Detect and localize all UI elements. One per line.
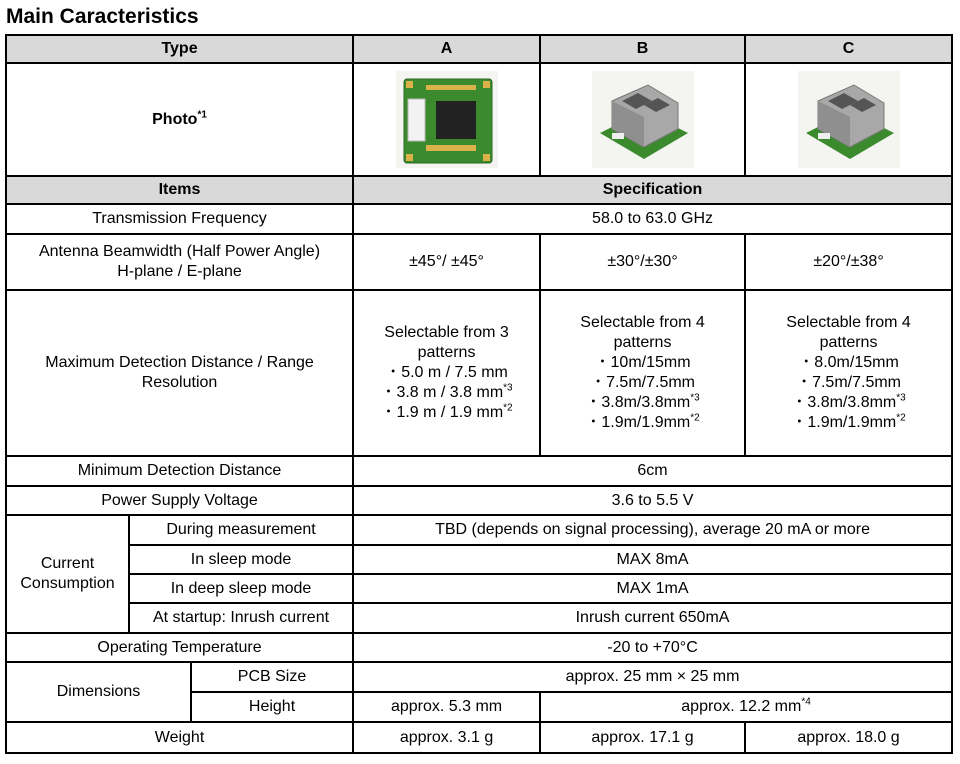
photo-row	[6, 63, 952, 176]
detection-c-heading-cont: patterns	[819, 334, 878, 351]
operating-temp-row	[6, 633, 952, 662]
photo-c-cell	[745, 63, 952, 176]
weight-row	[6, 722, 952, 753]
detection-a-cell	[353, 290, 540, 456]
height-bc: approx. 12.2 mm	[681, 698, 802, 715]
metal-lens-module-b-image	[592, 71, 694, 168]
operating-temp-label: Operating Temperature	[6, 633, 353, 662]
pcb-size-row	[6, 662, 952, 692]
detection-row	[6, 290, 952, 456]
photo-label-cell	[6, 63, 353, 176]
page-title: Main Caracteristics	[6, 5, 199, 28]
items-header: Items	[6, 176, 353, 204]
metal-lens-module-c-image	[798, 71, 900, 168]
beamwidth-b: ±30°/±30°	[540, 234, 745, 290]
type-a-header: A	[353, 35, 540, 63]
current-group-cell	[6, 515, 129, 633]
pcb-size-label: PCB Size	[191, 662, 353, 692]
detection-b-cell	[540, 290, 745, 456]
list-item: ・ $1.9m/1.9mm^{*2}$	[545, 413, 740, 433]
photo-b-cell	[540, 63, 745, 176]
beamwidth-c: ±20°/±38°	[745, 234, 952, 290]
spec-table	[5, 34, 953, 754]
height-footnote: *4	[801, 696, 811, 708]
min-detection-row	[6, 456, 952, 486]
current-measurement-row	[6, 515, 952, 545]
list-item: ・ $1.9m/1.9mm^{*2}$	[750, 413, 947, 433]
power-supply-value: 3.6 to 5.5 V	[353, 486, 952, 515]
power-supply-label: Power Supply Voltage	[6, 486, 353, 515]
height-label: Height	[191, 692, 353, 722]
photo-footnote: *1	[197, 109, 207, 121]
list-item: ・ 8.0m/15mm	[750, 353, 947, 373]
startup-value: Inrush current 650mA	[353, 603, 952, 633]
height-a: approx. 5.3 mm	[353, 692, 540, 722]
list-item: ・ 7.5m/7.5mm	[545, 373, 740, 393]
detection-c-heading: Selectable from 4	[786, 314, 911, 331]
photo-a-cell	[353, 63, 540, 176]
transmission-label: Transmission Frequency	[6, 204, 353, 234]
detection-c-cell	[745, 290, 952, 456]
type-header: Type	[6, 35, 353, 63]
beamwidth-sublabel: H-plane / E-plane	[117, 263, 242, 280]
min-detection-label: Minimum Detection Distance	[6, 456, 353, 486]
list-item: ・ 10m/15mm	[545, 353, 740, 373]
current-group-sublabel: Consumption	[20, 575, 115, 592]
pcb-module-a-image	[396, 71, 498, 168]
current-group-label: Current	[40, 555, 95, 572]
weight-a: approx. 3.1 g	[353, 722, 540, 753]
detection-label: Maximum Detection Distance / Range	[45, 354, 314, 371]
transmission-value: 58.0 to 63.0 GHz	[353, 204, 952, 234]
weight-label: Weight	[6, 722, 353, 753]
power-supply-row	[6, 486, 952, 515]
measurement-value: TBD (depends on signal processing), average 20 mA or more	[353, 515, 952, 545]
list-item: ・ 7.5m/7.5mm	[750, 373, 947, 393]
operating-temp-value: -20 to +70°C	[353, 633, 952, 662]
detection-b-heading-cont: patterns	[613, 334, 672, 351]
dimensions-group-label: Dimensions	[6, 662, 191, 722]
min-detection-value: 6cm	[353, 456, 952, 486]
sleep-label: In sleep mode	[129, 545, 353, 574]
list-item: ・ 5.0 m / 7.5 mm	[358, 363, 535, 383]
detection-sublabel: Resolution	[141, 374, 218, 391]
type-b-header: B	[540, 35, 745, 63]
photo-label: Photo	[152, 110, 198, 128]
beamwidth-label-cell	[6, 234, 353, 290]
detection-a-heading-cont: patterns	[417, 344, 476, 361]
sleep-value: MAX 8mA	[353, 545, 952, 574]
startup-label: At startup: Inrush current	[129, 603, 353, 633]
spec-header: Specification	[353, 176, 952, 204]
pcb-size-value: approx. 25 mm × 25 mm	[353, 662, 952, 692]
weight-c: approx. 18.0 g	[745, 722, 952, 753]
type-header-row	[6, 35, 952, 63]
deep-sleep-value: MAX 1mA	[353, 574, 952, 603]
current-deep-sleep-row	[6, 574, 952, 603]
deep-sleep-label: In deep sleep mode	[129, 574, 353, 603]
beamwidth-a: ±45°/ ±45°	[353, 234, 540, 290]
height-bc-cell	[540, 692, 952, 722]
current-sleep-row	[6, 545, 952, 574]
type-c-header: C	[745, 35, 952, 63]
beamwidth-label: Antenna Beamwidth (Half Power Angle)	[38, 243, 321, 260]
list-item: ・ 3.8 m / 3.8 $mm^{*3}$	[358, 383, 535, 403]
detection-a-heading: Selectable from 3	[384, 324, 509, 341]
list-item: ・ 1.9 m / 1.9 $mm^{*2}$	[358, 403, 535, 423]
items-header-row	[6, 176, 952, 204]
weight-b: approx. 17.1 g	[540, 722, 745, 753]
beamwidth-row	[6, 234, 952, 290]
list-item: ・ $3.8m/3.8mm^{*3}$	[545, 393, 740, 413]
transmission-row	[6, 204, 952, 234]
measurement-label: During measurement	[129, 515, 353, 545]
current-startup-row	[6, 603, 952, 633]
list-item: ・ $3.8m/3.8mm^{*3}$	[750, 393, 947, 413]
detection-b-heading: Selectable from 4	[580, 314, 705, 331]
detection-label-cell	[6, 290, 353, 456]
